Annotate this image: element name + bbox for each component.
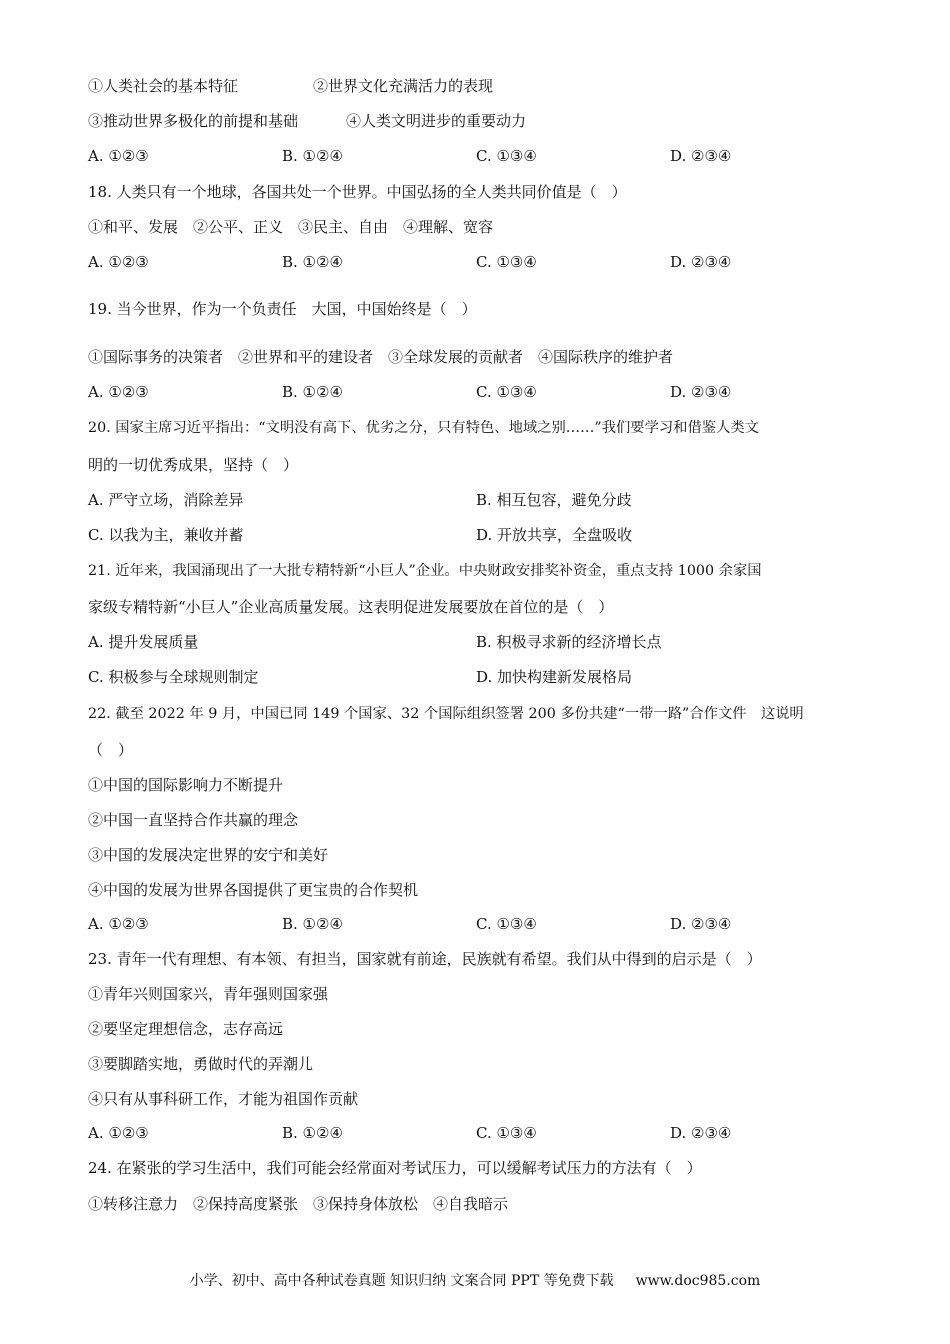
q18-option-c: C. ①③④	[476, 253, 537, 271]
q20-option-a: A. 严守立场，消除差异	[88, 491, 244, 509]
q23-option-d: D. ②③④	[670, 1124, 732, 1142]
q20-option-d: D. 开放共享，全盘吸收	[476, 526, 633, 544]
q20-stem-line-1: 20. 国家主席习近平指出：“文明没有高下、优劣之分，只有特色、地域之别……”我们要学习和借鉴人类文	[88, 420, 759, 436]
q17-statement-1: ①人类社会的基本特征	[88, 77, 239, 95]
footer-url-link[interactable]: www.doc985.com	[635, 1273, 761, 1289]
q17-option-c: C. ①③④	[476, 147, 537, 165]
q23-option-c: C. ①③④	[476, 1124, 537, 1142]
q19-option-c: C. ①③④	[476, 383, 537, 401]
q19-option-a: A. ①②③	[88, 383, 149, 401]
q17-option-d: D. ②③④	[670, 147, 732, 165]
page-footer	[0, 1270, 950, 1290]
q22-option-a: A. ①②③	[88, 915, 149, 933]
q19-stem: 19. 当今世界，作为一个负责任 大国，中国始终是（ ）	[88, 300, 477, 318]
q21-option-c: C. 积极参与全球规则制定	[88, 668, 259, 686]
q21-option-a: A. 提升发展质量	[88, 633, 199, 651]
q20-option-c: C. 以我为主，兼收并蓄	[88, 526, 244, 544]
q23-statement-1: ①青年兴则国家兴，青年强则国家强	[88, 985, 329, 1003]
q18-option-d: D. ②③④	[670, 253, 732, 271]
q17-statement-3: ③推动世界多极化的前提和基础	[88, 112, 299, 130]
q22-stem-line-1: 22. 截至 2022 年 9 月，中国已同 149 个国家、32 个国际组织签署 200 多份共建“一带一路”合作文件 这说明	[88, 706, 804, 722]
q18-stem: 18. 人类只有一个地球，各国共处一个世界。中国弘扬的全人类共同价值是（ ）	[88, 183, 627, 201]
q19-option-b: B. ①②④	[282, 383, 343, 401]
q22-stem-line-2: （ ）	[88, 741, 134, 759]
q23-stem: 23. 青年一代有理想、有本领、有担当，国家就有前途，民族就有希望。我们从中得到的启示是（ ）	[88, 950, 762, 968]
q18-statements: ①和平、发展 ②公平、正义 ③民主、自由 ④理解、宽容	[88, 218, 494, 236]
q17-statement-2: ②世界文化充满活力的表现	[313, 77, 494, 95]
q23-option-a: A. ①②③	[88, 1124, 149, 1142]
q21-stem-line-2: 家级专精特新“小巨人”企业高质量发展。这表明促进发展要放在首位的是（ ）	[88, 598, 614, 616]
q22-option-d: D. ②③④	[670, 915, 732, 933]
q22-option-c: C. ①③④	[476, 915, 537, 933]
q22-statement-3: ③中国的发展决定世界的安宁和美好	[88, 846, 329, 864]
q23-statement-4: ④只有从事科研工作，才能为祖国作贡献	[88, 1090, 359, 1108]
q17-option-b: B. ①②④	[282, 147, 343, 165]
q21-option-b: B. 积极寻求新的经济增长点	[476, 633, 662, 651]
q21-option-d: D. 加快构建新发展格局	[476, 668, 633, 686]
q23-statement-3: ③要脚踏实地，勇做时代的弄潮儿	[88, 1055, 314, 1073]
footer-text: 小学、初中、高中各种试卷真题 知识归纳 文案合同 PPT 等免费下载	[189, 1273, 614, 1289]
q24-stem: 24. 在紧张的学习生活中，我们可能会经常面对考试压力，可以缓解考试压力的方法有（ ）	[88, 1159, 702, 1177]
q22-statement-2: ②中国一直坚持合作共赢的理念	[88, 811, 299, 829]
q22-statement-4: ④中国的发展为世界各国提供了更宝贵的合作契机	[88, 881, 419, 899]
q23-option-b: B. ①②④	[282, 1124, 343, 1142]
q22-option-b: B. ①②④	[282, 915, 343, 933]
q21-stem-line-1: 21. 近年来，我国涌现出了一大批专精特新“小巨人”企业。中央财政安排奖补资金，重点支持 1000 余家国	[88, 563, 762, 579]
q20-option-b: B. 相互包容，避免分歧	[476, 491, 632, 509]
q19-option-d: D. ②③④	[670, 383, 732, 401]
q20-stem-line-2: 明的一切优秀成果，坚持（ ）	[88, 456, 299, 474]
q19-statements: ①国际事务的决策者 ②世界和平的建设者 ③全球发展的贡献者 ④国际秩序的维护者	[88, 348, 674, 366]
q18-option-a: A. ①②③	[88, 253, 149, 271]
q22-statement-1: ①中国的国际影响力不断提升	[88, 776, 284, 794]
q17-option-a: A. ①②③	[88, 147, 149, 165]
q18-option-b: B. ①②④	[282, 253, 343, 271]
q24-statements: ①转移注意力 ②保持高度紧张 ③保持身体放松 ④自我暗示	[88, 1195, 509, 1213]
q23-statement-2: ②要坚定理想信念，志存高远	[88, 1020, 284, 1038]
q17-statement-4: ④人类文明进步的重要动力	[346, 112, 527, 130]
